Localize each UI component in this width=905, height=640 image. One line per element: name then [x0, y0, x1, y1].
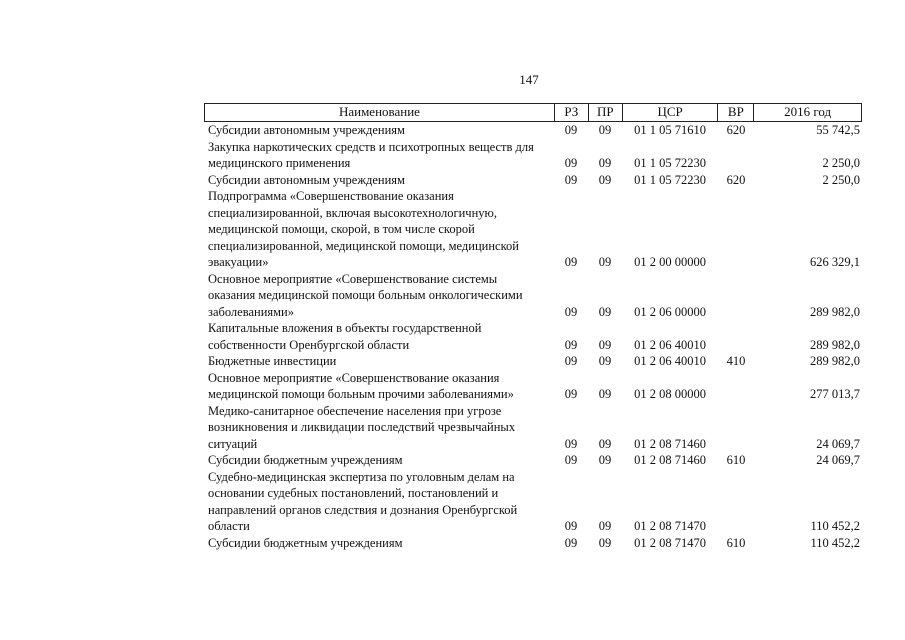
row-pr: 09: [598, 453, 612, 467]
row-rz: 09: [564, 436, 578, 451]
row-name: Субсидии бюджетным учреждениям: [208, 535, 403, 550]
row-rz: 09: [564, 519, 578, 533]
row-rz: 09: [564, 387, 578, 401]
row-name: Основное мероприятие «Совершенствование системы оказания медицинской помощи больным онкологическими заболеваниями»: [208, 271, 523, 319]
row-name: Основное мероприятие «Совершенствование оказания медицинской помощи больным прочими заболеваниями»: [208, 370, 514, 401]
row-sum: 24 069,7: [816, 436, 860, 451]
row-pr: 09: [598, 436, 612, 451]
row-pr: 09: [598, 337, 612, 352]
row-pr: 09: [598, 156, 612, 170]
table-row: [204, 403, 862, 453]
row-name: Подпрограмма «Совершенствование оказания специализированной, включая высокотехнологичную, медицинской помощи, скорой, в том числе скорой специализированной, медицинской помощи, медицинской эвакуации»: [208, 189, 519, 269]
row-rz: 09: [564, 156, 578, 170]
header-pr: ПР: [588, 104, 622, 121]
row-rz: 09: [564, 172, 578, 187]
header-rz: РЗ: [554, 104, 588, 121]
row-pr: 09: [598, 304, 612, 319]
row-csr: 01 1 05 71610: [634, 123, 706, 137]
row-csr: 01 2 06 40010: [634, 354, 706, 368]
row-pr: 09: [598, 519, 612, 533]
table-row: [204, 535, 862, 552]
table-body: [204, 122, 862, 551]
row-rz: 09: [564, 453, 578, 467]
header-vr: ВР: [717, 104, 753, 121]
row-vr: 620: [726, 172, 746, 187]
row-name: Субсидии автономным учреждениям: [208, 123, 405, 137]
row-rz: 09: [564, 354, 578, 368]
row-vr: 620: [726, 123, 746, 137]
row-name: Капитальные вложения в объекты государственной собственности Оренбургской области: [208, 321, 482, 352]
row-name: Закупка наркотических средств и психотропных веществ для медицинского применения: [208, 139, 534, 170]
row-sum: 626 329,1: [810, 255, 860, 269]
row-pr: 09: [598, 535, 612, 550]
table-row: [204, 271, 862, 321]
row-csr: 01 1 05 72230: [634, 172, 706, 187]
table-row: [204, 122, 862, 139]
header-name: Наименование: [338, 104, 420, 119]
row-pr: 09: [598, 123, 612, 137]
header-sum: 2016 год: [753, 104, 861, 121]
table-row: [204, 320, 862, 353]
row-pr: 09: [598, 255, 612, 269]
row-rz: 09: [564, 255, 578, 269]
row-rz: 09: [564, 535, 578, 550]
row-rz: 09: [564, 304, 578, 319]
row-sum: 277 013,7: [810, 387, 860, 401]
row-vr: 610: [726, 453, 746, 467]
header-csr: ЦСР: [622, 104, 718, 121]
row-name: Субсидии автономным учреждениям: [208, 172, 405, 187]
table-row: [204, 469, 862, 535]
row-sum: 2 250,0: [822, 156, 860, 170]
page-number: 147: [519, 72, 539, 87]
row-rz: 09: [564, 123, 578, 137]
row-csr: 01 2 08 71470: [634, 519, 706, 533]
row-name: Бюджетные инвестиции: [208, 354, 337, 368]
row-name: Субсидии бюджетным учреждениям: [208, 453, 403, 467]
row-vr: 610: [726, 535, 746, 550]
row-csr: 01 2 08 71460: [634, 453, 706, 467]
table-row: [204, 452, 862, 469]
row-sum: 289 982,0: [810, 354, 860, 368]
row-sum: 110 452,2: [810, 519, 860, 533]
row-sum: 110 452,2: [810, 535, 860, 550]
row-sum: 24 069,7: [816, 453, 860, 467]
row-rz: 09: [564, 337, 578, 352]
row-csr: 01 2 08 71460: [634, 436, 706, 451]
row-csr: 01 2 08 00000: [634, 387, 706, 401]
row-csr: 01 2 08 71470: [634, 535, 706, 550]
table-header: [204, 103, 862, 122]
row-sum: 2 250,0: [822, 172, 860, 187]
row-pr: 09: [598, 354, 612, 368]
budget-table: [204, 103, 862, 551]
table-row: [204, 353, 862, 370]
row-csr: 01 1 05 72230: [634, 156, 706, 170]
row-csr: 01 2 00 00000: [634, 255, 706, 269]
table-row: [204, 139, 862, 172]
row-sum: 55 742,5: [816, 123, 860, 137]
row-csr: 01 2 06 40010: [634, 337, 706, 352]
table-row: [204, 172, 862, 189]
row-vr: 410: [726, 354, 746, 368]
row-pr: 09: [598, 387, 612, 401]
row-name: Судебно-медицинская экспертиза по уголовным делам на основании судебных постановлений, постановлений и направлений органов следствия и дознания Оренбургской области: [208, 469, 518, 533]
table-row: [204, 188, 862, 271]
row-pr: 09: [598, 172, 612, 187]
row-csr: 01 2 06 00000: [634, 304, 706, 319]
row-name: Медико-санитарное обеспечение населения при угрозе возникновения и ликвидации последствий чрезвычайных ситуаций: [208, 403, 516, 451]
row-sum: 289 982,0: [810, 337, 860, 352]
row-sum: 289 982,0: [810, 304, 860, 319]
table-row: [204, 370, 862, 403]
